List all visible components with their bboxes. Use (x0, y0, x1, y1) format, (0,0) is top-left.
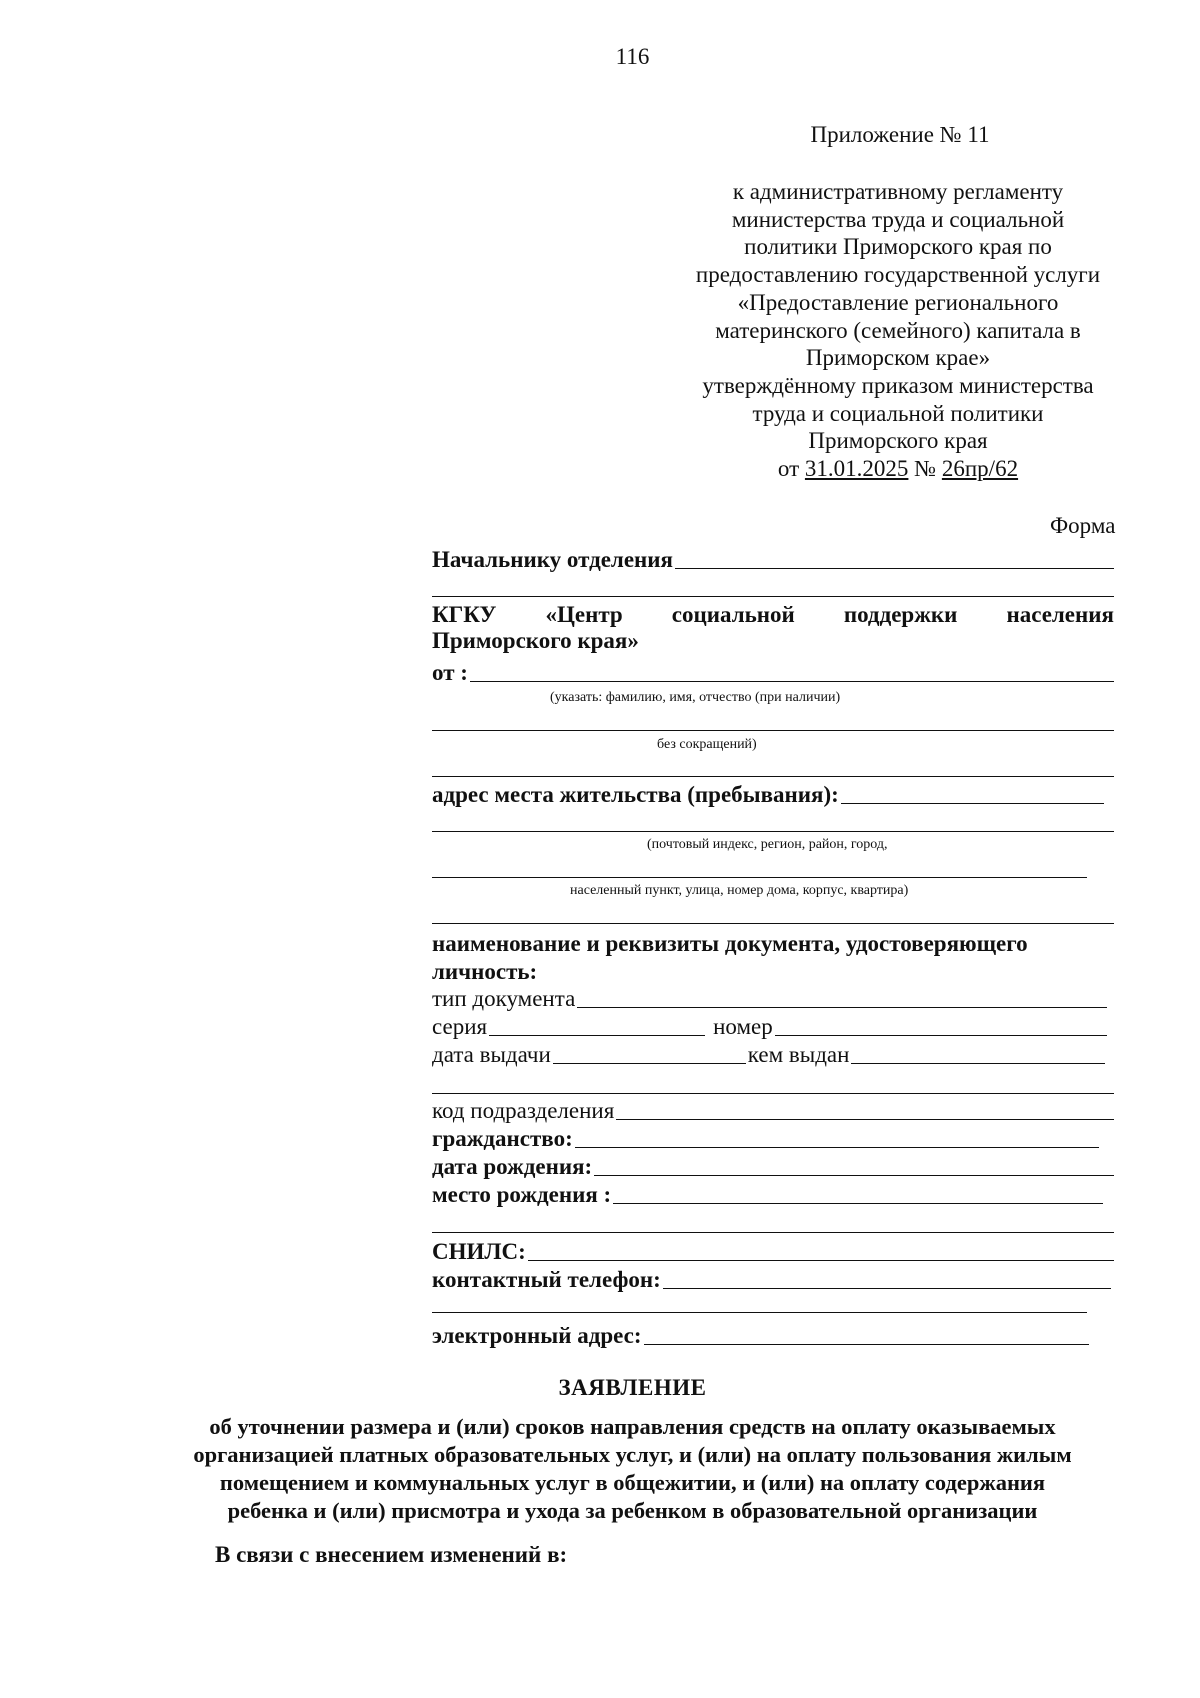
appendix-description (686, 178, 1110, 483)
address-row (432, 780, 1104, 808)
address-label: адрес места жительства (пребывания): (432, 782, 839, 807)
address-field-line4[interactable] (432, 923, 1114, 924)
phone-label: контактный телефон: (432, 1267, 661, 1292)
issue-date-field[interactable] (553, 1063, 746, 1064)
org-word: поддержки (843, 602, 958, 627)
form-label: Форма (1050, 513, 1116, 538)
issued-by-field-line2[interactable] (432, 1093, 1114, 1094)
series-field[interactable] (489, 1035, 705, 1036)
appendix-line: Приморском крае» (805, 345, 991, 371)
division-code-row (432, 1096, 1114, 1124)
address-field-line3[interactable] (432, 877, 1087, 878)
series-label: серия (432, 1014, 488, 1039)
statement-subtitle-line: ребенка и (или) присмотра и ухода за ребенком в образовательной организации (227, 1498, 1038, 1523)
email-row (432, 1321, 1089, 1349)
order-prefix: от (777, 456, 805, 482)
head-label: Начальнику отделения (432, 547, 673, 572)
phone-field-line2[interactable] (432, 1312, 1087, 1313)
citizenship-row (432, 1124, 1099, 1152)
org-word: «Центр (545, 602, 623, 627)
issue-row (432, 1040, 1105, 1068)
appendix-line: «Предоставление регионального (737, 289, 1059, 315)
identity-doc-heading-line: наименование и реквизиты документа, удостоверяющего (432, 931, 1028, 956)
division-code-label: код подразделения (432, 1098, 615, 1123)
fio-field-line3[interactable] (432, 776, 1114, 777)
page-number: 116 (615, 44, 650, 69)
org-word: населения (1006, 602, 1114, 627)
birth-place-field-line2[interactable] (432, 1232, 1114, 1233)
appendix-title: Приложение № 11 (810, 122, 990, 147)
appendix-line: Приморского края (808, 428, 988, 454)
order-number: 26пр/62 (941, 456, 1019, 482)
number-field[interactable] (775, 1035, 1107, 1036)
snils-label: СНИЛС: (432, 1239, 526, 1264)
birth-date-row (432, 1152, 1114, 1180)
phone-field[interactable] (663, 1288, 1111, 1289)
org-line2: Приморского края» (432, 628, 639, 653)
statement-subtitle-line: помещением и коммунальных услуг в общежитии, и (или) на оплату содержания (219, 1470, 1046, 1495)
phone-row (432, 1265, 1111, 1293)
issue-date-label: дата выдачи (432, 1042, 551, 1067)
fio-field[interactable] (470, 681, 1114, 682)
appendix-line: политики Приморского края по (744, 234, 1052, 260)
birth-place-row (432, 1180, 1103, 1208)
birth-date-label: дата рождения: (432, 1154, 593, 1179)
fio-field-line2[interactable] (432, 730, 1114, 731)
appendix-line: министерства труда и социальной (731, 206, 1065, 232)
appendix-line: материнского (семейного) капитала в (715, 317, 1081, 343)
snils-field[interactable] (528, 1260, 1114, 1261)
number-label: номер (713, 1014, 773, 1039)
address-field[interactable] (841, 803, 1104, 804)
citizenship-field[interactable] (575, 1147, 1099, 1148)
order-date: 31.01.2025 (804, 456, 909, 482)
statement-subtitle-line: об уточнении размера и (или) сроков направления средств на оплату оказываемых (209, 1414, 1056, 1439)
statement-title: ЗАЯВЛЕНИЕ (558, 1375, 707, 1400)
fio-hint2: без сокращений) (657, 737, 757, 752)
head-name-field-line2[interactable] (432, 596, 1114, 597)
appendix-line: труда и социальной политики (752, 400, 1044, 426)
appendix-line: утверждённому приказом министерства (702, 372, 1094, 398)
address-hint2: населенный пункт, улица, номер дома, корпус, квартира) (570, 883, 909, 898)
head-name-field[interactable] (675, 568, 1114, 569)
order-number-prefix: № (908, 456, 942, 482)
identity-doc-heading (432, 930, 1028, 986)
email-label: электронный адрес: (432, 1323, 642, 1348)
series-number-row (432, 1012, 1107, 1040)
from-label: от : (432, 660, 468, 685)
statement-lead: В связи с внесением изменений в: (215, 1542, 568, 1567)
citizenship-label: гражданство: (432, 1126, 573, 1151)
identity-doc-heading-line: личность: (432, 959, 538, 984)
issued-by-field[interactable] (851, 1063, 1105, 1064)
org-word: социальной (671, 602, 795, 627)
address-field-line2[interactable] (432, 831, 1114, 832)
birth-date-field[interactable] (594, 1175, 1114, 1176)
doc-type-label: тип документа (432, 986, 576, 1011)
doc-type-row (432, 984, 1107, 1012)
birth-place-label: место рождения : (432, 1182, 612, 1207)
org-word: КГКУ (432, 602, 497, 627)
issued-by-label: кем выдан (747, 1042, 850, 1067)
head-row (432, 545, 1114, 573)
email-field[interactable] (644, 1344, 1089, 1345)
organization-name (432, 602, 1114, 654)
from-row (432, 658, 1114, 686)
appendix-line: к административному регламенту (732, 179, 1064, 204)
statement-subtitle (100, 1413, 1165, 1525)
appendix-line: предоставлению государственной услуги (695, 262, 1101, 288)
snils-row (432, 1237, 1114, 1265)
fio-hint: (указать: фамилию, имя, отчество (при наличии) (550, 690, 841, 705)
order-reference (686, 455, 1110, 483)
division-code-field[interactable] (616, 1119, 1114, 1120)
doc-type-field[interactable] (577, 1007, 1107, 1008)
statement-subtitle-line: организацией платных образовательных услуг, и (или) на оплату пользования жилым (193, 1442, 1072, 1467)
birth-place-field[interactable] (613, 1203, 1103, 1204)
address-hint: (почтовый индекс, регион, район, город, (647, 837, 888, 852)
